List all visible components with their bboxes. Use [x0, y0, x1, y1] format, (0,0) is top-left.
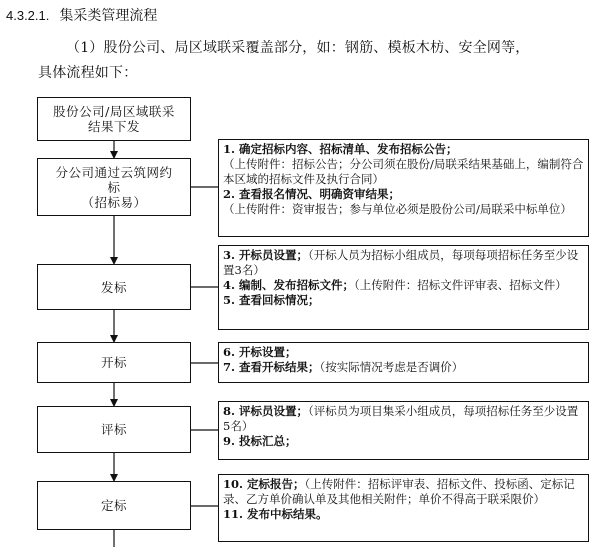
note-item-heading: 1. 确定招标内容、招标清单、发布招标公告； — [223, 142, 458, 156]
step-text: 评标 — [100, 422, 127, 437]
step-text: 标 — [107, 179, 121, 195]
flow-step-yunzhu-bidding — [37, 158, 191, 216]
note-item-heading: 2. 查看报名情况、明确资审结果； — [223, 187, 401, 201]
step-text: 发标 — [100, 279, 127, 295]
note-item-detail: （上传附件：资审报告；参与单位必须是股份公司/局联采中标单位） — [223, 202, 572, 216]
flow-note-step-6-7 — [218, 342, 589, 383]
note-item-heading: 4. 编制、发布招标文件； — [223, 278, 355, 292]
step-text: 结果下发 — [87, 119, 140, 134]
step-text: （招标易） — [81, 194, 147, 210]
note-item-heading: 8. 评标员设置； — [223, 404, 309, 418]
section-title: 集采类管理流程 — [59, 8, 158, 24]
note-item-heading: 10. 定标报告； — [223, 477, 305, 491]
note-item-detail: （上传附件：招标公告；分公司须在股份/局联采结果基础上，编制符合本区域的招标文件及执行合同） — [223, 157, 584, 186]
note-item-detail: （上传附件：招标文件评审表、招标文件） — [354, 278, 567, 292]
note-item-heading: 5. 查看回标情况； — [223, 293, 320, 307]
flow-step-open-bid — [37, 342, 191, 383]
note-item-detail: （评标员为项目集采小组成员，每项招标任务至少设置5名） — [223, 404, 579, 433]
flow-step-evaluate-bid — [37, 406, 191, 453]
note-item-heading: 9. 投标汇总； — [223, 434, 297, 448]
step-text: 股份公司/局区域联采 — [53, 104, 175, 119]
note-item-heading: 3. 开标员设置； — [223, 248, 309, 262]
flow-note-step-10-11 — [218, 474, 589, 542]
note-item-detail: （按实际情况考虑是否调价） — [319, 360, 464, 374]
flow-note-step-3-5 — [218, 245, 589, 330]
step-text: 定标 — [100, 498, 127, 513]
note-item-heading: 6. 开标设置； — [223, 345, 297, 359]
flow-step-award-bid — [37, 481, 191, 530]
intro-line-2: 具体流程如下： — [38, 65, 138, 81]
section-number: 4.3.2.1. — [6, 8, 50, 23]
note-item-detail: （开标人员为招标小组成员，每项每项招标任务至少设置3名） — [223, 248, 579, 277]
flow-note-step-1-2 — [218, 139, 589, 237]
flow-step-issue-bid — [37, 264, 191, 310]
step-text: 开标 — [100, 355, 127, 370]
step-text: 分公司通过云筑网约 — [55, 164, 173, 180]
note-item-heading: 11. 发布中标结果。 — [223, 507, 328, 521]
note-item-detail: （上传附件：招标评审表、招标文件、投标函、定标记录、乙方单价确认单及其他相关附件；单价不得高于联采限价） — [223, 477, 575, 506]
intro-line-1: （1）股份公司、局区域联采覆盖部分，如：钢筋、模板木枋、安全网等， — [66, 40, 530, 56]
flow-step-union-result — [37, 97, 191, 141]
flow-note-step-8-9 — [218, 401, 589, 460]
note-item-heading: 7. 查看开标结果； — [223, 360, 320, 374]
